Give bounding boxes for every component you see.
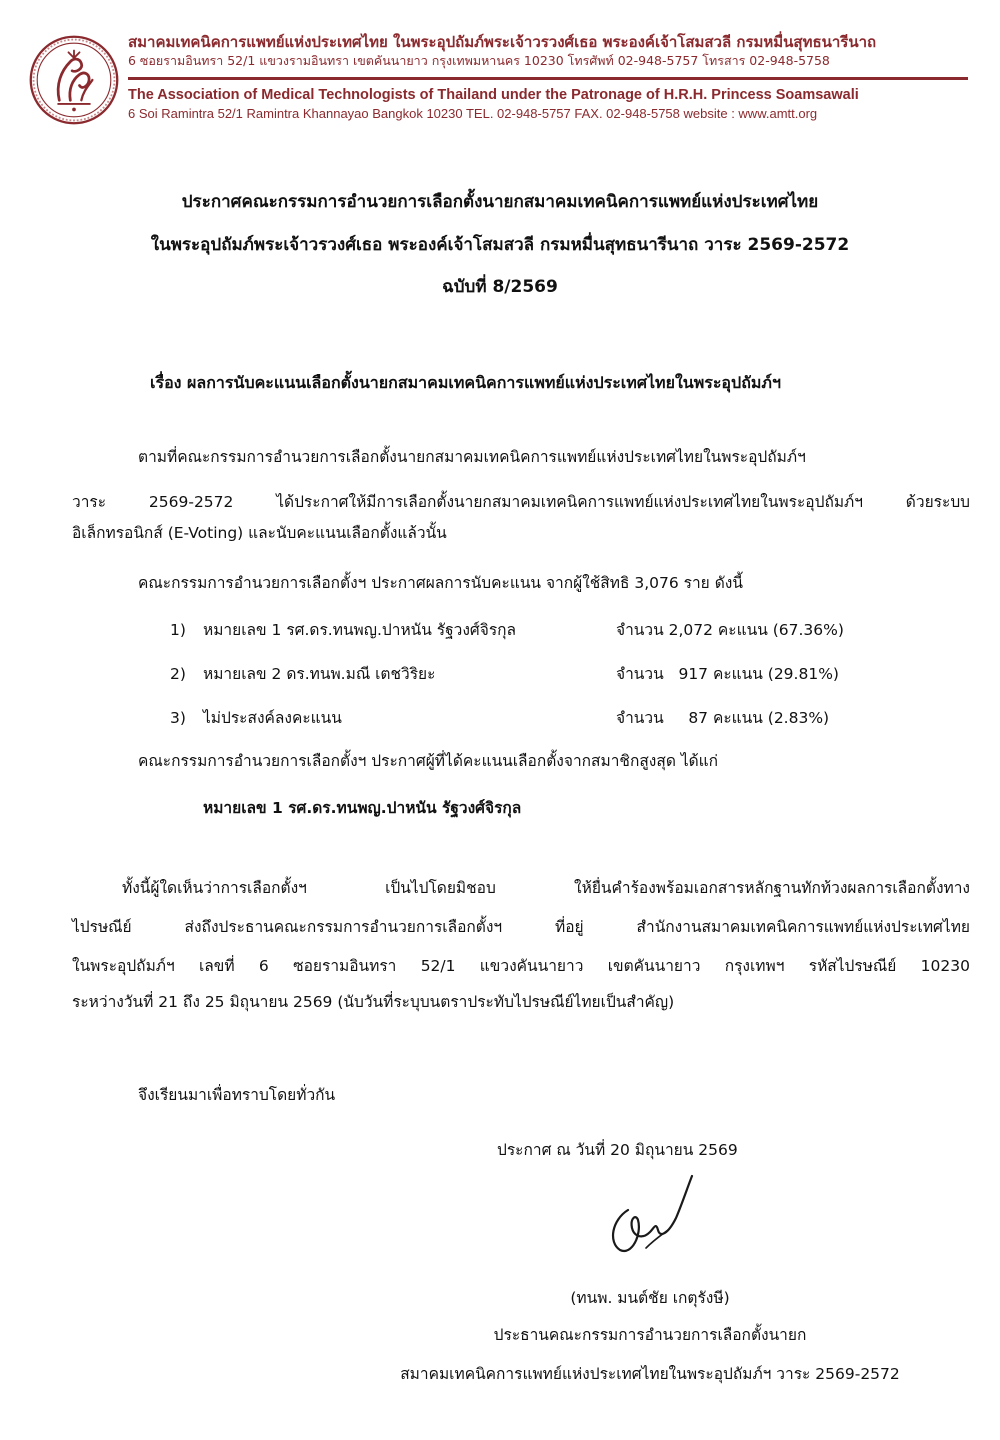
paragraph-4-line-1: ทั้งนี้ผู้ใดเห็นว่าการเลือกตั้งฯ เป็นไปโดยมิชอบ ให้ยื่นคำร้องพร้อมเอกสารหลักฐานทักท้วงผลการเลือกตั้งทาง (122, 879, 970, 897)
result-row-1 (170, 618, 930, 642)
paragraph-4-line-2: ไปรษณีย์ ส่งถึงประธานคณะกรรมการอำนวยการเลือกตั้งฯ ที่อยู่ สำนักงานสมาคมเทคนิคการแพทย์แห่งประเทศไทย (72, 918, 970, 936)
paragraph-1-line-1: ตามที่คณะกรรมการอำนวยการเลือกตั้งนายกสมาคมเทคนิคการแพทย์แห่งประเทศไทยในพระอุปถัมภ์ฯ (138, 448, 806, 466)
result-number: 3) (170, 709, 186, 727)
result-candidate: หมายเลข 1 รศ.ดร.ทนพญ.ปาหนัน รัฐวงศ์จิรกุล (203, 621, 517, 639)
result-candidate: หมายเลข 2 ดร.ทนพ.มณี เตชวิริยะ (203, 665, 436, 683)
association-seal-icon (28, 34, 120, 126)
paragraph-1-line-3: อิเล็กทรอนิกส์ (E-Voting) และนับคะแนนเลือกตั้งแล้วนั้น (72, 524, 447, 542)
result-candidate: ไม่ประสงค์ลงคะแนน (203, 709, 342, 727)
winner-name: หมายเลข 1 รศ.ดร.ทนพญ.ปาหนัน รัฐวงศ์จิรกุล (203, 799, 522, 817)
result-row-3 (170, 706, 930, 730)
result-row-2 (170, 662, 930, 686)
result-number: 2) (170, 665, 186, 683)
association-address-english: 6 Soi Ramintra 52/1 Ramintra Khannayao Bangkok 10230 TEL. 02-948-5757 FAX. 02-948-5758 website : www.amtt.org (128, 106, 818, 121)
signer-name: (ทนพ. มนต์ชัย เกตุรังษี) (570, 1289, 730, 1307)
announcement-issue-number: ฉบับที่ 8/2569 (442, 277, 558, 297)
signer-organization: สมาคมเทคนิคการแพทย์แห่งประเทศไทยในพระอุปถัมภ์ฯ วาระ 2569-2572 (400, 1365, 900, 1383)
letterhead (28, 28, 968, 138)
association-address-thai: 6 ซอยรามอินทรา 52/1 แขวงรามอินทรา เขตคันนายาว กรุงเทพมหานคร 10230 โทรศัพท์ 02-948-5757 โทรสาร 02-948-5758 (128, 53, 830, 68)
association-name-english: The Association of Medical Technologists of Thailand under the Patronage of H.R.H. Princess Soamsawali (128, 87, 859, 103)
result-votes: จำนวน 917 คะแนน (29.81%) (616, 665, 839, 683)
association-name-thai: สมาคมเทคนิคการแพทย์แห่งประเทศไทย ในพระอุปถัมภ์พระเจ้าวรวงศ์เธอ พระองค์เจ้าโสมสวลี กรมหมื่นสุทธนารีนาถ (128, 33, 877, 51)
paragraph-4-line-3: ในพระอุปถัมภ์ฯ เลขที่ 6 ซอยรามอินทรา 52/1 แขวงคันนายาว เขตคันนายาว กรุงเทพฯ รหัสไปรษณีย์ 10230 (72, 957, 970, 975)
letterhead-divider (128, 77, 968, 80)
announcement-title-line2: ในพระอุปถัมภ์พระเจ้าวรวงศ์เธอ พระองค์เจ้าโสมสวลี กรมหมื่นสุทธนารีนาถ วาระ 2569-2572 (150, 235, 850, 255)
paragraph-2: คณะกรรมการอำนวยการเลือกตั้งฯ ประกาศผลการนับคะแนน จากผู้ใช้สิทธิ 3,076 ราย ดังนี้ (138, 574, 743, 592)
handwritten-signature-icon (598, 1170, 698, 1260)
paragraph-3: คณะกรรมการอำนวยการเลือกตั้งฯ ประกาศผู้ที่ได้คะแนนเลือกตั้งจากสมาชิกสูงสุด ได้แก่ (138, 752, 719, 770)
announcement-date: ประกาศ ณ วันที่ 20 มิถุนายน 2569 (497, 1141, 738, 1159)
closing-line: จึงเรียนมาเพื่อทราบโดยทั่วกัน (138, 1086, 336, 1104)
letterhead-text (128, 32, 968, 123)
signer-title: ประธานคณะกรรมการอำนวยการเลือกตั้งนายก (493, 1326, 807, 1344)
result-votes: จำนวน 2,072 คะแนน (67.36%) (616, 621, 844, 639)
result-votes: จำนวน 87 คะแนน (2.83%) (616, 709, 830, 727)
result-number: 1) (170, 621, 186, 639)
paragraph-4-line-4: ระหว่างวันที่ 21 ถึง 25 มิถุนายน 2569 (นับวันที่ระบุบนตราประทับไปรษณีย์ไทยเป็นสำคัญ) (72, 993, 675, 1011)
announcement-subject: เรื่อง ผลการนับคะแนนเลือกตั้งนายกสมาคมเทคนิคการแพทย์แห่งประเทศไทยในพระอุปถัมภ์ฯ (150, 373, 781, 392)
paragraph-1-line-2: วาระ 2569-2572 ได้ประกาศให้มีการเลือกตั้งนายกสมาคมเทคนิคการแพทย์แห่งประเทศไทยในพระอุปถัมภ์ฯ ด้วยระบบ (72, 493, 970, 511)
announcement-title-line1: ประกาศคณะกรรมการอำนวยการเลือกตั้งนายกสมาคมเทคนิคการแพทย์แห่งประเทศไทย (181, 192, 819, 212)
